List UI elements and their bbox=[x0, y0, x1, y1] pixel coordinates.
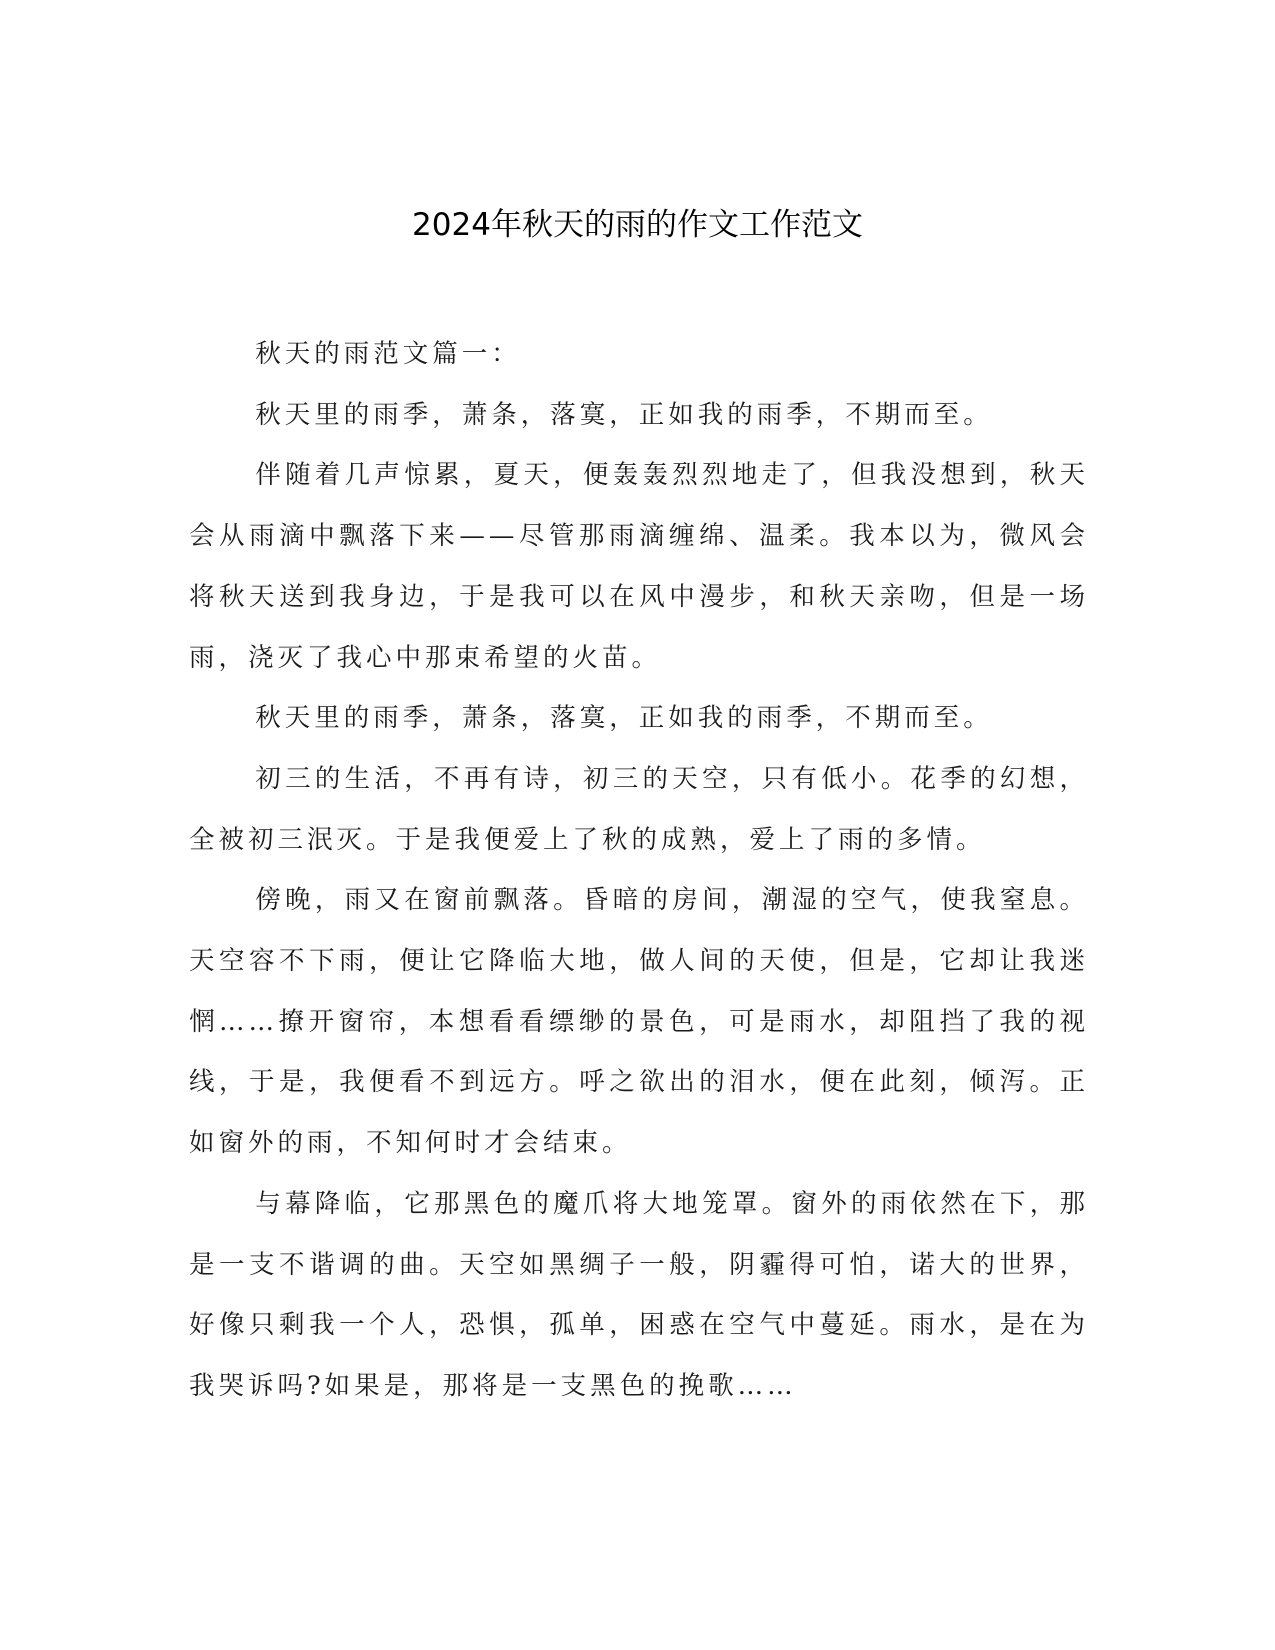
paragraph: 初三的生活，不再有诗，初三的天空，只有低小。花季的幻想，全被初三泯灭。于是我便爱上了秋的成熟，爱上了雨的多情。 bbox=[189, 763, 1089, 855]
section-heading: 秋天的雨范文篇一： bbox=[255, 339, 521, 369]
paragraph: 与幕降临，它那黑色的魔爪将大地笼罩。窗外的雨依然在下，那是一支不谐调的曲。天空如黑绸子一般，阴霾得可怕，诺大的世界，好像只剩我一个人，恐惧，孤单，困惑在空气中蔓延。雨水，是在为我哭诉吗?如果是，那将是一支黑色的挽歌…… bbox=[189, 1188, 1089, 1401]
paragraph: 秋天里的雨季，萧条，落寞，正如我的雨季，不期而至。 bbox=[255, 703, 993, 734]
document-title: 2024年秋天的雨的作文工作范文 bbox=[412, 207, 863, 243]
paragraph: 傍晚，雨又在窗前飘落。昏暗的房间，潮湿的空气，使我窒息。天空容不下雨，便让它降临大地，做人间的天使，但是，它却让我迷惘……撩开窗帘，本想看看缥缈的景色，可是雨水，却阻挡了我的视线，于是，我便看不到远方。呼之欲出的泪水，便在此刻，倾泻。正如窗外的雨，不知何时才会结束。 bbox=[189, 885, 1089, 1159]
paragraph: 秋天里的雨季，萧条，落寞，正如我的雨季，不期而至。 bbox=[255, 399, 993, 430]
document-body bbox=[189, 324, 1089, 1417]
paragraph: 伴随着几声惊累，夏天，便轰轰烈烈地走了，但我没想到，秋天会从雨滴中飘落下来——尽管那雨滴缠绵、温柔。我本以为，微风会将秋天送到我身边，于是我可以在风中漫步，和秋天亲吻，但是一场雨，浇灭了我心中那束希望的火苗。 bbox=[189, 460, 1089, 673]
